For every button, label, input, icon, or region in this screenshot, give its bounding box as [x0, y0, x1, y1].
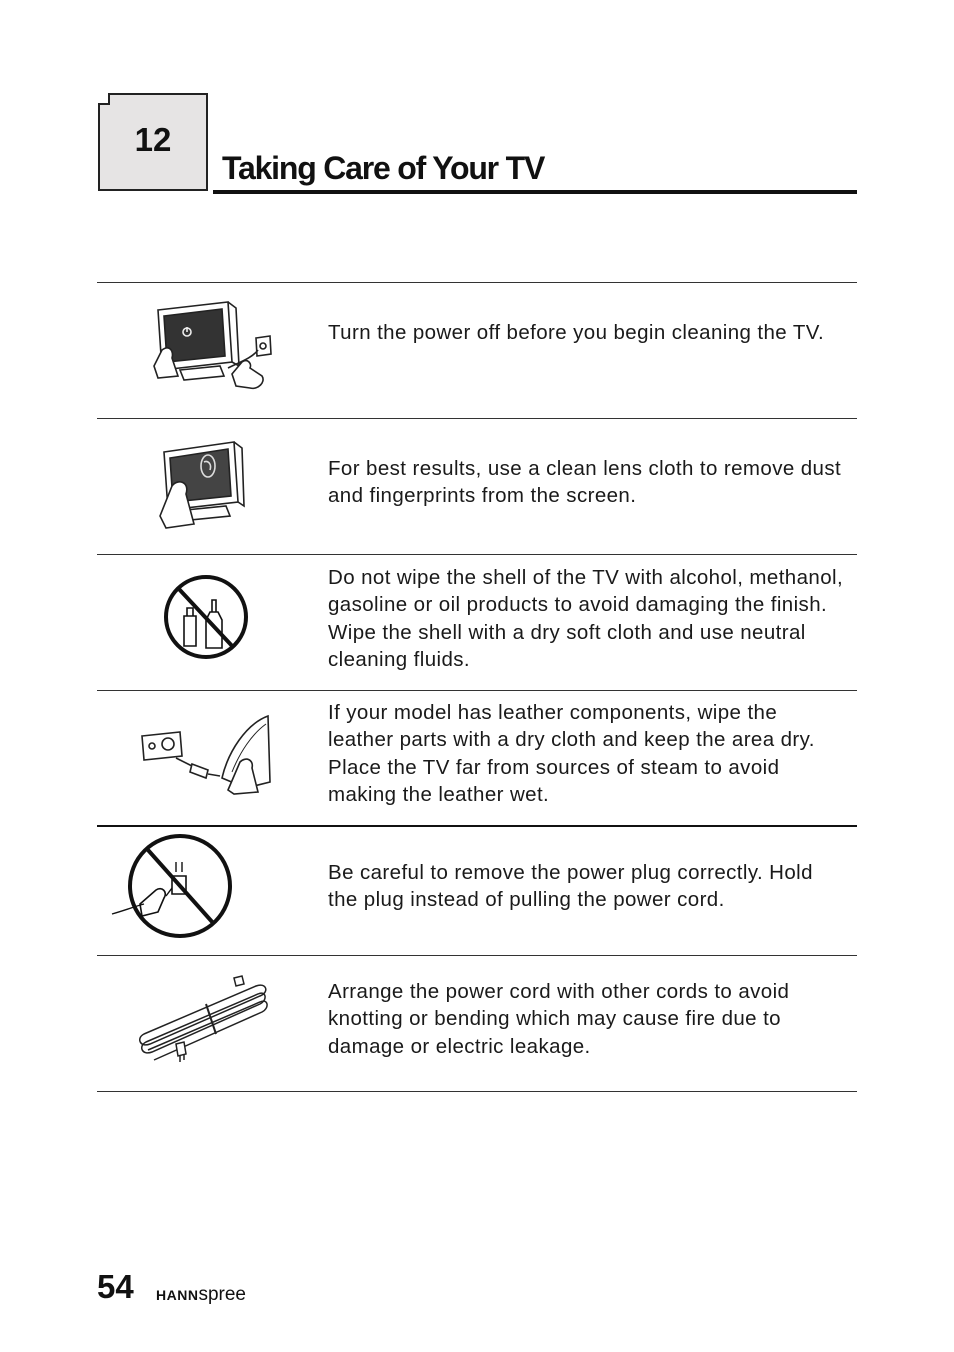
table-divider — [97, 1091, 857, 1092]
brand-logo — [156, 1284, 246, 1306]
tip-text: If your model has leather components, wipe the leather parts with a dry cloth and keep the area dry. Place the TV far from sources of steam to avoid making the leather wet. — [328, 701, 815, 806]
title-underline — [213, 190, 857, 194]
table-divider — [97, 418, 857, 419]
tv-power-off-icon — [140, 296, 280, 396]
no-chemicals-icon — [160, 570, 254, 664]
leather-care-icon — [136, 712, 276, 796]
page-number: 54 — [97, 1268, 134, 1305]
no-pull-cord-icon — [110, 832, 236, 942]
table-divider — [97, 554, 857, 555]
chapter-tab — [98, 93, 208, 191]
chapter-number: 12 — [134, 121, 172, 158]
table-divider — [97, 825, 857, 827]
tip-text: For best results, use a clean lens cloth to remove dust and fingerprints from the screen. — [328, 457, 842, 508]
tip-text: Turn the power off before you begin cleaning the TV. — [328, 321, 825, 344]
table-divider — [97, 690, 857, 691]
table-divider — [97, 955, 857, 956]
table-divider — [97, 282, 857, 283]
page-title: Taking Care of Your TV — [222, 150, 545, 186]
power-cord-icon — [136, 974, 276, 1064]
brand-bold: HANN — [156, 1287, 199, 1303]
tip-text: Be careful to remove the power plug correctly. Hold the plug instead of pulling the power cord. — [328, 861, 813, 912]
tip-text: Do not wipe the shell of the TV with alcohol, methanol, gasoline or oil products to avoid damaging the finish. Wipe the shell with a dry soft cloth and use neutral cleaning fluids. — [328, 566, 844, 671]
tv-wipe-cloth-icon — [150, 438, 260, 534]
brand-light: spree — [198, 1284, 246, 1305]
tip-text: Arrange the power cord with other cords to avoid knotting or bending which may cause fire due to damage or electric leakage. — [328, 980, 790, 1058]
